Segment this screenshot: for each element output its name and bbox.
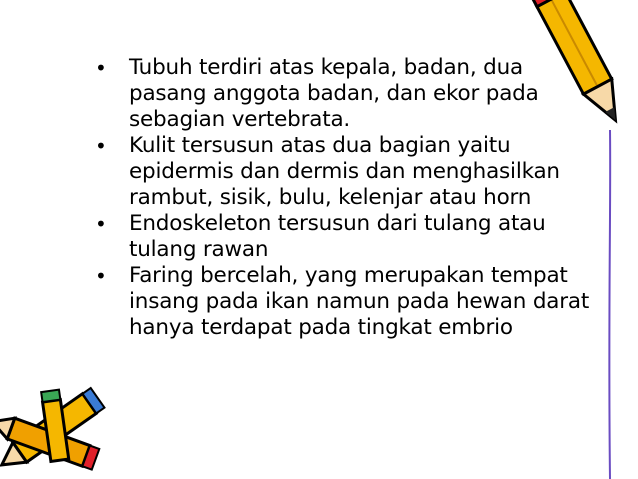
bullet-text: Faring bercelah, yang merupakan tempat insang pada ikan namun pada hewan darat hanya terdapat pada tingkat embrio bbox=[129, 263, 590, 340]
list-item bbox=[92, 263, 604, 341]
list-item bbox=[92, 55, 604, 133]
pencils-icon bbox=[0, 380, 120, 479]
bullet-text: Kulit tersusun atas dua bagian yaitu epidermis dan dermis dan menghasilkan rambut, sisik, bulu, kelenjar atau horn bbox=[129, 133, 560, 210]
list-item bbox=[92, 211, 604, 263]
bullet-list bbox=[92, 55, 604, 341]
bullet-marker: • bbox=[95, 56, 107, 80]
bullet-text: Endoskeleton tersusun dari tulang atau tulang rawan bbox=[129, 211, 546, 262]
bullet-text: Tubuh terdiri atas kepala, badan, dua pasang anggota badan, dan ekor pada sebagian vertebrata. bbox=[129, 55, 539, 132]
list-item bbox=[92, 133, 604, 211]
bullet-marker: • bbox=[95, 134, 107, 158]
bullet-marker: • bbox=[95, 212, 107, 236]
bullet-marker: • bbox=[95, 264, 107, 288]
